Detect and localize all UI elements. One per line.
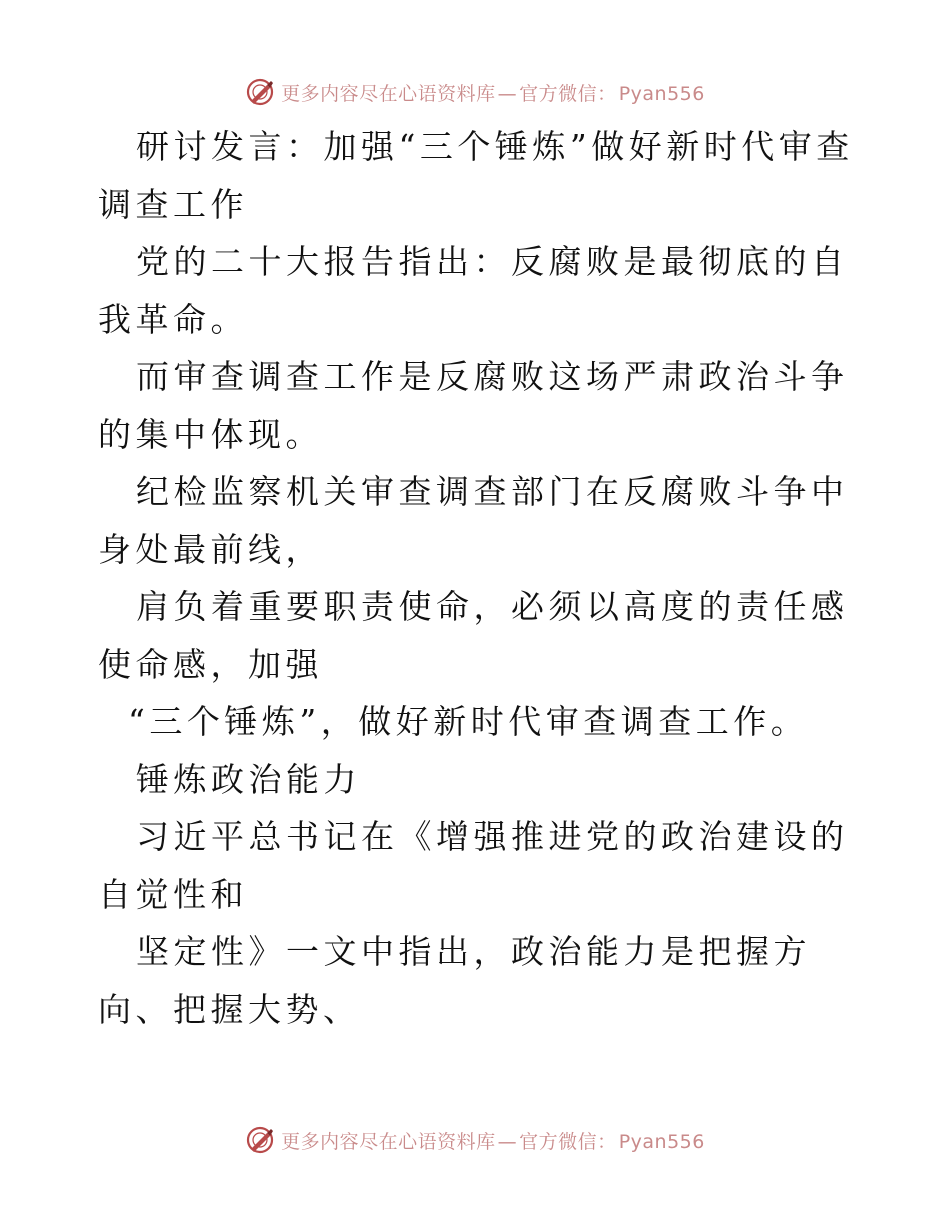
paragraph-2: 而审查调查工作是反腐败这场严肃政治斗争的集中体现。 xyxy=(98,357,849,454)
seal-pen-icon xyxy=(245,1125,275,1155)
watermark-account-id: Pyan556 xyxy=(618,1130,705,1153)
watermark-separator: — xyxy=(497,82,518,105)
seal-pen-icon xyxy=(245,77,275,107)
section-heading: 锤炼政治能力 xyxy=(136,759,361,799)
paragraph-5: “三个锤炼”，做好新时代审查调查工作。 xyxy=(128,702,809,741)
footer-watermark xyxy=(0,1120,950,1160)
watermark-site: 更多内容尽在心语资料库 xyxy=(281,82,496,105)
paragraph-7: 习近平总书记在《增强推进党的政治建设的自觉性和 xyxy=(98,817,849,914)
header-watermark xyxy=(0,72,950,112)
document-title: 研讨发言：加强“三个锤炼”做好新时代审查调查工作 xyxy=(98,127,854,224)
watermark-text xyxy=(281,1127,705,1154)
paragraph-1: 党的二十大报告指出：反腐败是最彻底的自我革命。 xyxy=(98,242,849,339)
watermark-text xyxy=(281,79,705,106)
watermark-separator: — xyxy=(497,1130,518,1153)
watermark-account-label: 官方微信： xyxy=(519,1130,617,1153)
paragraph-3: 纪检监察机关审查调查部门在反腐败斗争中身处最前线， xyxy=(98,472,849,569)
document-body xyxy=(98,118,858,1038)
watermark-account-id: Pyan556 xyxy=(618,82,705,105)
watermark-site: 更多内容尽在心语资料库 xyxy=(281,1130,496,1153)
watermark-account-label: 官方微信： xyxy=(519,82,617,105)
paragraph-4: 肩负着重要职责使命，必须以高度的责任感使命感，加强 xyxy=(98,587,849,684)
paragraph-8: 坚定性》一文中指出，政治能力是把握方向、把握大势、 xyxy=(98,932,811,1029)
